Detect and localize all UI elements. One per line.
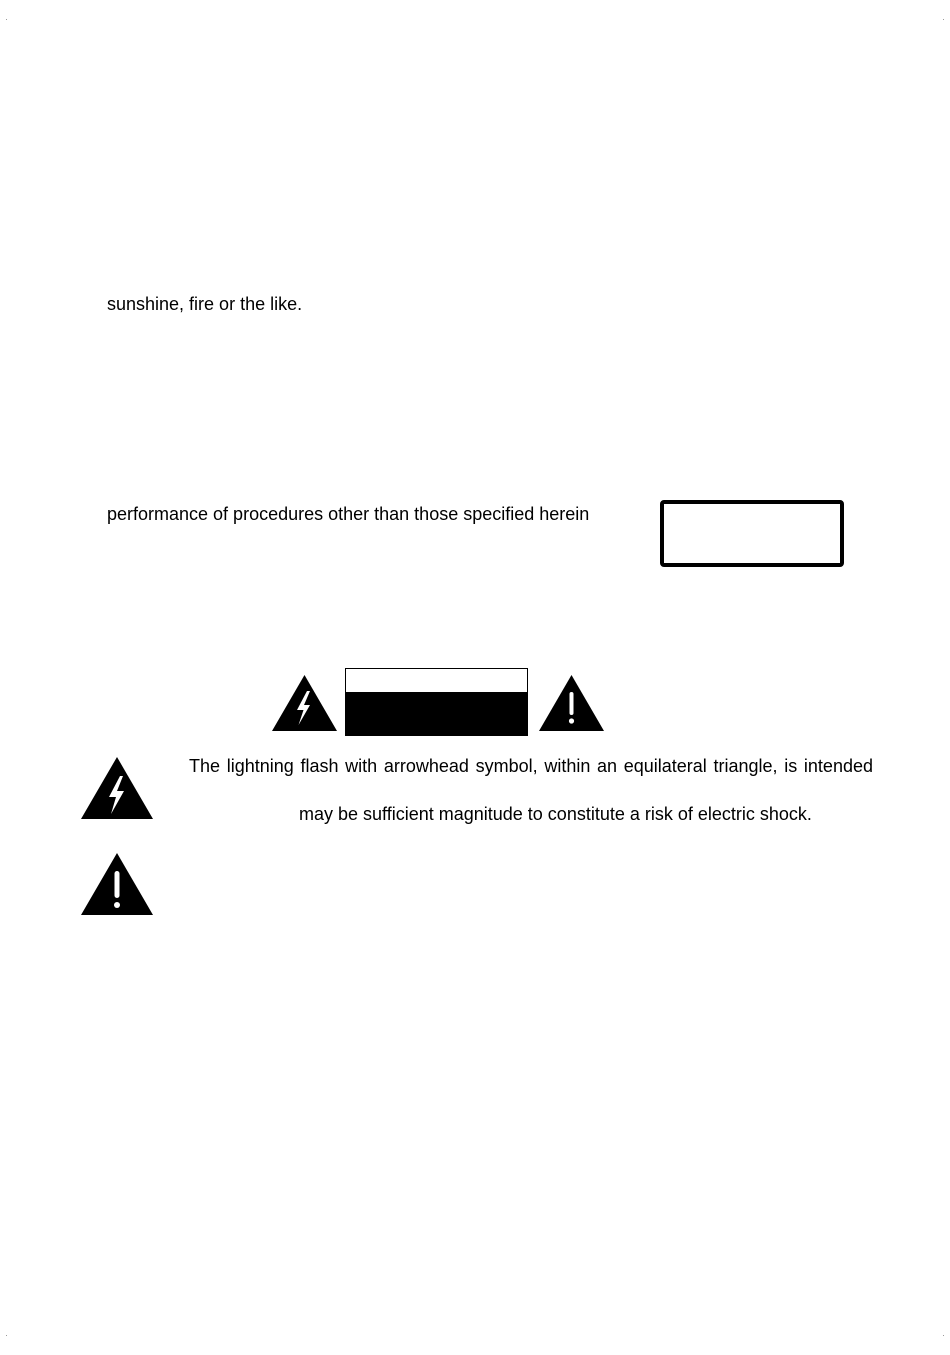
text-line-performance: performance of procedures other than those specified herein — [107, 504, 590, 524]
lightning-explanation-line-1: The lightning flash with arrowhead symbol, within an equilateral triangle, is intended — [189, 756, 873, 776]
caution-label-box — [345, 668, 528, 736]
text-line-sunshine: sunshine, fire or the like. — [107, 294, 303, 314]
caution-label-fill — [346, 692, 527, 735]
page-corner-speck — [943, 19, 944, 20]
page-corner-speck — [6, 19, 7, 20]
exclamation-triangle-icon — [539, 675, 604, 731]
lightning-triangle-icon — [272, 675, 337, 731]
laser-label-box — [660, 500, 844, 567]
lightning-explanation-line-2: may be sufficient magnitude to constitute a risk of electric shock. — [299, 804, 812, 824]
exclamation-warning-icon — [81, 853, 153, 915]
page-corner-speck — [6, 1335, 7, 1336]
lightning-warning-icon — [81, 757, 153, 819]
page-corner-speck — [943, 1335, 944, 1336]
